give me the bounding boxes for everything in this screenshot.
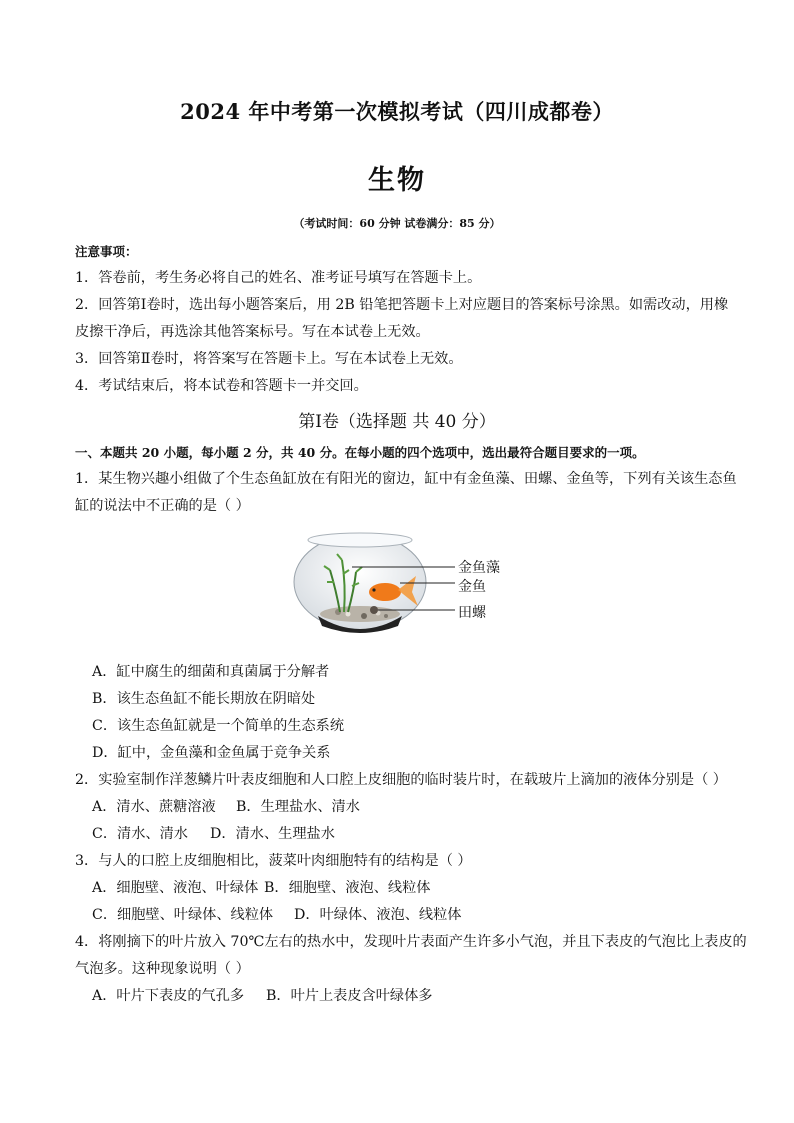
question-3-option-b: B．细胞壁、液泡、线粒体 <box>264 880 431 896</box>
question-3-option-a: A．细胞壁、液泡、叶绿体 <box>92 880 259 896</box>
question-2-option-d: D．清水、生理盐水 <box>210 826 335 842</box>
question-2-option-c: C．清水、清水 <box>92 826 188 842</box>
question-4-stem-cont: 气泡多。这种现象说明（ ） <box>75 961 250 977</box>
question-4-stem: 4．将刚摘下的叶片放入 70℃左右的热水中，发现叶片表面产生许多小气泡，并且下表皮的气泡比上表皮的 <box>75 934 747 950</box>
note-item: 2．回答第Ⅰ卷时，选出每小题答案后，用 2B 铅笔把答题卡上对应题目的答案标号涂黑。如需改动，用橡 <box>75 297 729 313</box>
section-instruction: 一、本题共 20 小题，每小题 2 分，共 40 分。在每小题的四个选项中，选出最符合题目要求的一项。 <box>75 445 645 460</box>
exam-info: （考试时间：60 分钟 试卷满分：85 分） <box>293 217 501 230</box>
question-2-stem: 2．实验室制作洋葱鳞片叶表皮细胞和人口腔上皮细胞的临时装片时，在载玻片上滴加的液体分别是（ ） <box>75 772 727 788</box>
question-3-option-d: D．叶绿体、液泡、线粒体 <box>294 907 462 923</box>
note-item: 3．回答第Ⅱ卷时，将答案写在答题卡上。写在本试卷上无效。 <box>75 351 463 367</box>
question-1-option-d: D．缸中，金鱼藻和金鱼属于竞争关系 <box>92 745 331 761</box>
subject-title: 生物 <box>368 165 426 196</box>
question-1-option-b: B．该生态鱼缸不能长期放在阴暗处 <box>92 691 316 707</box>
exam-title: 2024 年中考第一次模拟考试（四川成都卷） <box>180 99 614 124</box>
note-item: 皮擦干净后，再选涂其他答案标号。写在本试卷上无效。 <box>75 324 430 340</box>
notes-heading: 注意事项： <box>75 244 138 259</box>
question-3-option-c: C．细胞壁、叶绿体、线粒体 <box>92 907 274 923</box>
figure-label-snail: 田螺 <box>458 605 486 621</box>
note-item: 4．考试结束后，将本试卷和答题卡一并交回。 <box>75 378 368 394</box>
question-2-option-a: A．清水、蔗糖溶液 <box>92 799 216 815</box>
question-1-option-c: C．该生态鱼缸就是一个简单的生态系统 <box>92 718 345 734</box>
note-item: 1．答卷前，考生务必将自己的姓名、准考证号填写在答题卡上。 <box>75 270 482 286</box>
question-2-option-b: B．生理盐水、清水 <box>236 799 360 815</box>
section-heading: 第Ⅰ卷（选择题 共 40 分） <box>298 412 496 432</box>
question-3-stem: 3．与人的口腔上皮细胞相比，菠菜叶肉细胞特有的结构是（ ） <box>75 853 472 869</box>
question-4-option-a: A．叶片下表皮的气孔多 <box>92 988 245 1004</box>
question-1-stem-cont: 缸的说法中不正确的是（ ） <box>75 498 250 514</box>
figure-label-goldfish: 金鱼 <box>458 579 486 595</box>
figure-label-hornwort: 金鱼藻 <box>458 560 500 576</box>
question-1-stem: 1．某生物兴趣小组做了个生态鱼缸放在有阳光的窗边，缸中有金鱼藻、田螺、金鱼等，下列有关该生态鱼 <box>75 471 737 487</box>
question-1-option-a: A．缸中腐生的细菌和真菌属于分解者 <box>92 664 330 680</box>
question-4-option-b: B．叶片上表皮含叶绿体多 <box>266 988 433 1004</box>
